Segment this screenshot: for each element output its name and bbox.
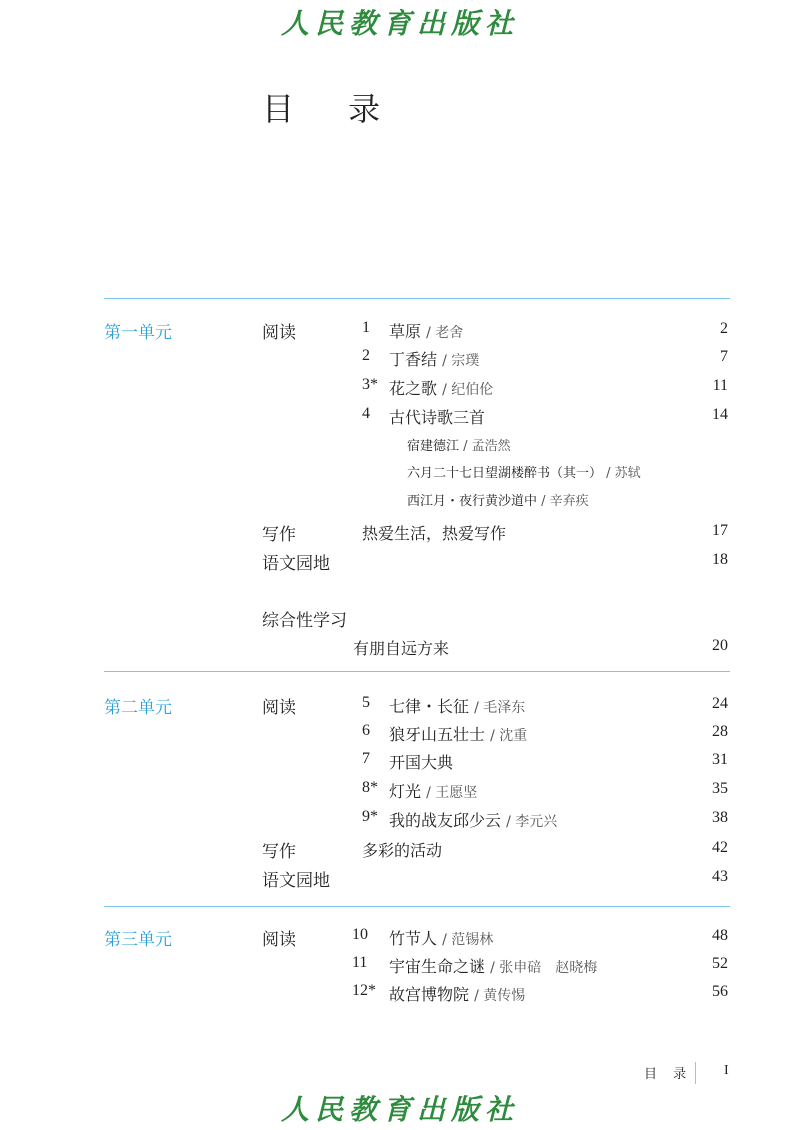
section-comprehensive: 综合性学习 [262,611,347,631]
section-writing: 写作 [262,842,296,862]
poem-entry[interactable]: 六月二十七日望湖楼醉书（其一） / 苏轼 [407,466,641,481]
section-garden[interactable]: 语文园地 [262,871,330,891]
section-reading: 阅读 [262,698,296,718]
footer-divider [695,1062,696,1084]
lesson-author: / 李元兴 [506,814,558,830]
lesson-author: / 毛泽东 [474,700,526,716]
lesson-title: 故宫博物院 / 黄传惕 [389,985,526,1004]
lesson-number: 8* [362,779,378,796]
page-number: 11 [712,377,728,394]
page-number: 35 [712,780,728,797]
lesson-author: / 范锡林 [442,932,494,948]
page-number: 7 [720,348,728,365]
page-number: 24 [712,695,728,712]
lesson-title: 竹节人 / 范锡林 [389,929,494,948]
lesson-title: 草原 / 老舍 [389,322,464,341]
unit-divider [104,671,730,672]
page-number: 31 [712,751,728,768]
page-number: 38 [712,809,728,826]
section-garden[interactable]: 语文园地 [262,554,330,574]
lesson-title: 花之歌 / 纪伯伦 [389,379,494,398]
page-title: 目 录 [262,90,403,128]
footer-page-number: I [724,1063,729,1078]
unit-title: 第二单元 [104,698,172,718]
page-number: 52 [712,955,728,972]
lesson-number: 10 [352,926,368,943]
page-number: 20 [712,637,728,654]
unit-divider [104,298,730,299]
publisher-logo-top: 人民教育出版社 [280,7,519,40]
lesson-number: 4 [362,405,370,422]
lesson-number: 1 [362,319,370,336]
lesson-author: / 沈重 [490,728,528,744]
page-number: 18 [712,551,728,568]
page-number: 42 [712,839,728,856]
writing-title: 多彩的活动 [362,841,443,860]
section-reading: 阅读 [262,323,296,343]
lesson-author: / 王愿坚 [426,785,478,801]
lesson-title: 灯光 / 王愿坚 [389,782,478,801]
poem-entry[interactable]: 宿建德江 / 孟浩然 [407,439,511,454]
lesson-number: 2 [362,347,370,364]
unit-title: 第三单元 [104,930,172,950]
page-number: 28 [712,723,728,740]
lesson-number: 7 [362,750,370,767]
lesson-title: 开国大典 [389,753,454,772]
page-number: 14 [712,406,728,423]
footer-section-label: 目 录 [644,1067,693,1082]
page-number: 2 [720,320,728,337]
lesson-author: / 纪伯伦 [442,382,494,398]
page-number: 43 [712,868,728,885]
lesson-number: 11 [352,954,368,971]
page-number: 56 [712,983,728,1000]
lesson-number: 3* [362,376,378,393]
lesson-author: / 老舍 [426,325,464,341]
lesson-author: / 黄传惕 [474,988,526,1004]
section-reading: 阅读 [262,930,296,950]
lesson-number: 6 [362,722,370,739]
poem-entry[interactable]: 西江月・夜行黄沙道中 / 辛弃疾 [407,494,589,509]
lesson-title: 古代诗歌三首 [389,408,486,427]
publisher-logo-bottom: 人民教育出版社 [280,1093,519,1126]
lesson-title: 狼牙山五壮士 / 沈重 [389,725,528,744]
section-writing: 写作 [262,525,296,545]
writing-title: 热爱生活，热爱写作 [362,524,507,543]
lesson-title: 宇宙生命之谜 / 张申碚 赵晓梅 [389,957,598,976]
lesson-title: 丁香结 / 宗璞 [389,350,480,369]
lesson-title: 我的战友邱少云 / 李元兴 [389,811,558,830]
comprehensive-title: 有朋自远方来 [353,639,450,658]
lesson-number: 12* [352,982,376,999]
page-number: 17 [712,522,728,539]
lesson-number: 5 [362,694,370,711]
page-number: 48 [712,927,728,944]
lesson-number: 9* [362,808,378,825]
lesson-author: / 宗璞 [442,353,480,369]
lesson-author: / 张申碚 赵晓梅 [490,960,598,976]
lesson-title: 七律・长征 / 毛泽东 [389,697,526,716]
unit-title: 第一单元 [104,323,172,343]
unit-divider [104,906,730,907]
